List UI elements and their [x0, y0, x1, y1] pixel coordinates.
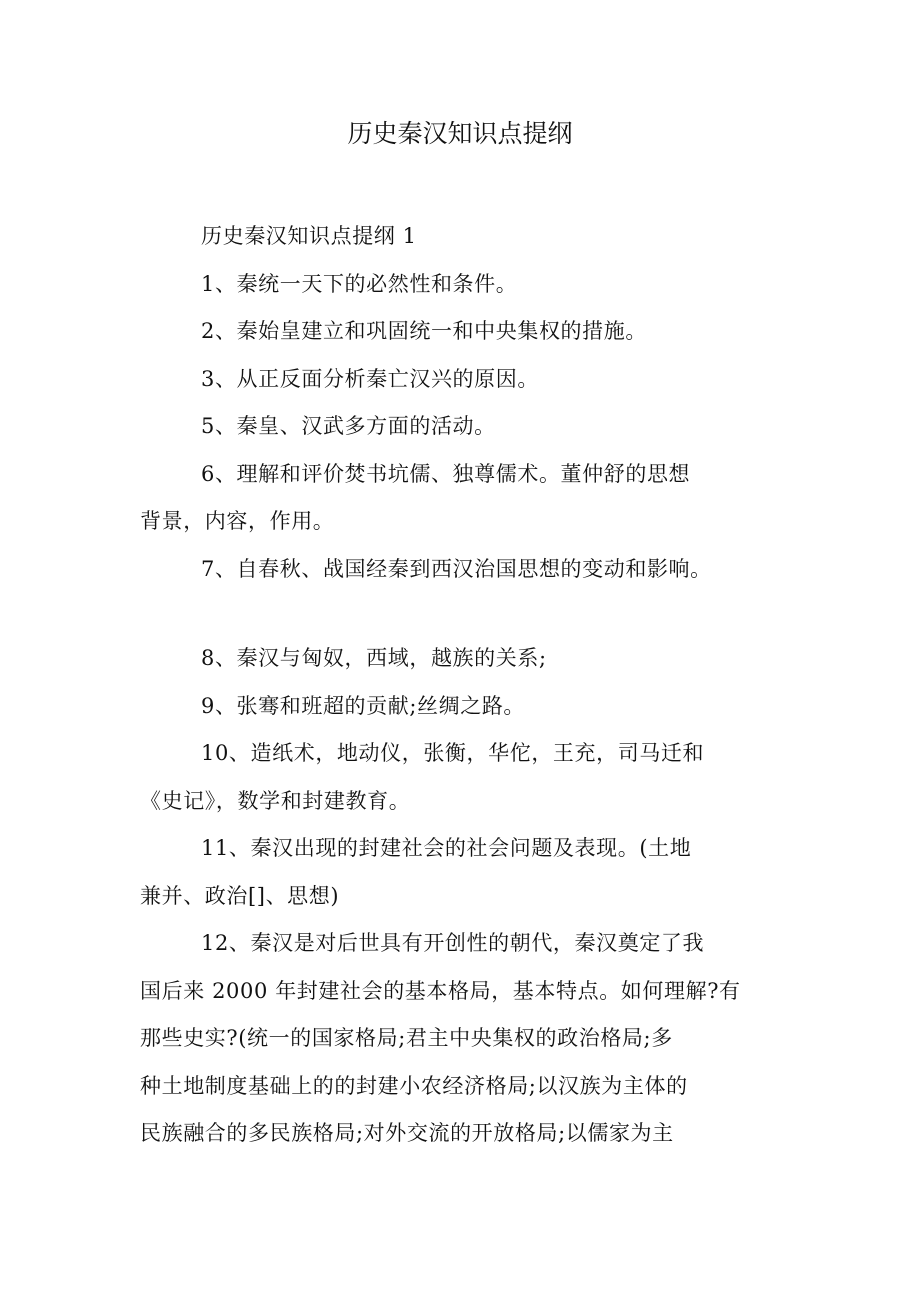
paragraph-1	[140, 261, 820, 309]
paragraph-line: 民族融合的多民族格局;对外交流的开放格局;以儒家为主	[140, 1121, 674, 1145]
paragraph-line: 5、秦皇、汉武多方面的活动。	[201, 414, 496, 438]
paragraph-line: 种土地制度基础上的的封建小农经济格局;以汉族为主体的	[140, 1073, 688, 1098]
paragraph-line: 10、造纸术，地动仪，张衡，华佗，王充，司马迁和	[201, 741, 705, 765]
paragraph-line: 背景，内容，作用。	[140, 509, 335, 533]
paragraph-2	[140, 308, 820, 356]
paragraph-line: 6、理解和评价焚书坑儒、独尊儒术。董仲舒的思想	[201, 461, 691, 486]
paragraph-3	[140, 356, 820, 404]
paragraph-5	[140, 403, 820, 451]
paragraph-line: 11、秦汉出现的封建社会的社会问题及表现。(土地	[201, 836, 692, 860]
paragraph-line: 12、秦汉是对后世具有开创性的朝代，秦汉奠定了我	[201, 931, 705, 955]
paragraph-9	[140, 683, 820, 731]
document-body	[140, 213, 820, 1158]
document-title: 历史秦汉知识点提纲	[347, 119, 573, 148]
paragraph-line: 2、秦始皇建立和巩固统一和中央集权的措施。	[201, 319, 647, 343]
paragraph-line: 7、自春秋、战国经秦到西汉治国思想的变动和影响。	[201, 556, 712, 581]
paragraph-line: 9、张骞和班超的贡献;丝绸之路。	[201, 693, 526, 718]
paragraph-8	[140, 635, 820, 683]
paragraph-6	[140, 451, 820, 546]
paragraph-line: 《史记》，数学和封建教育。	[140, 788, 411, 813]
paragraph-11	[140, 825, 820, 920]
paragraph-10	[140, 730, 820, 825]
paragraph-line: 3、从正反面分析秦亡汉兴的原因。	[201, 366, 539, 391]
paragraph-line: 国后来 2000 年封建社会的基本格局，基本特点。如何理解?有	[140, 978, 741, 1003]
paragraph-line: 那些史实?(统一的国家格局;君主中央集权的政治格局;多	[140, 1026, 673, 1050]
section-heading: 历史秦汉知识点提纲 1	[201, 224, 417, 248]
paragraph-7	[140, 546, 820, 594]
paragraph-12	[140, 920, 820, 1158]
paragraph-line: 兼并、政治[]、思想)	[140, 883, 340, 908]
paragraph-line: 1、秦统一天下的必然性和条件。	[201, 271, 518, 296]
paragraph-line: 8、秦汉与匈奴，西域，越族的关系;	[201, 646, 547, 670]
